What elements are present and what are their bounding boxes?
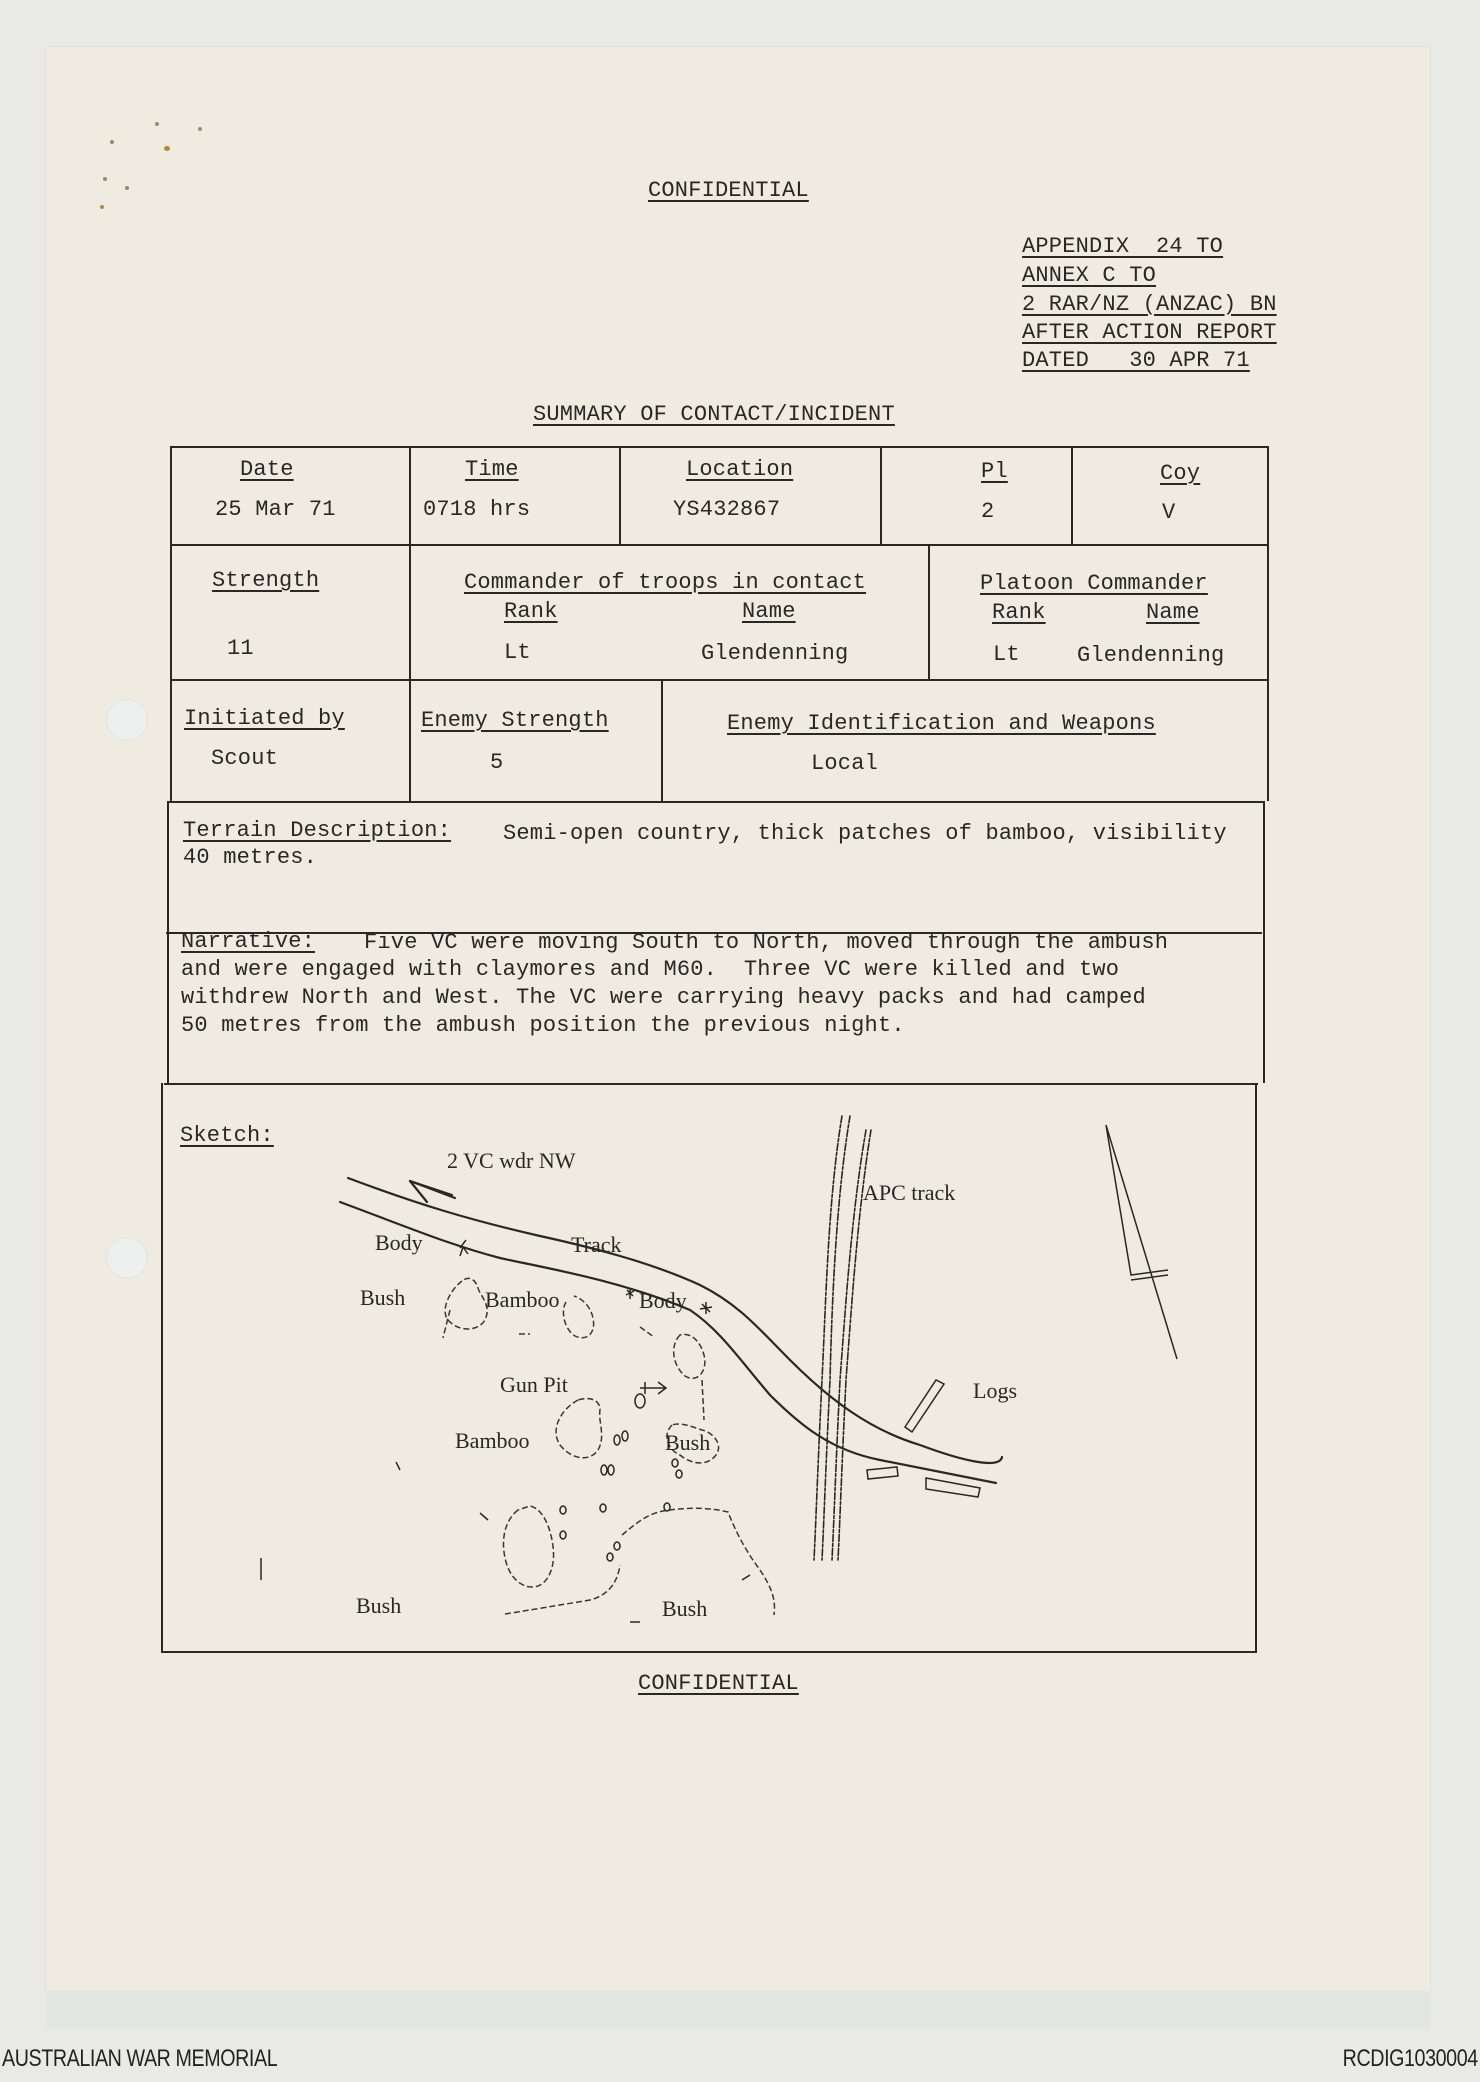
form-title: SUMMARY OF CONTACT/INCIDENT [533,402,895,427]
enemy-strength-label: Enemy Strength [421,708,609,733]
sketch-label-body-1: Body [375,1230,423,1255]
reference-line-1: APPENDIX 24 TO [1022,234,1224,259]
commander-contact-label: Commander of troops in contact [464,570,867,595]
footer-record-id: RCDIG1030004 [1342,2045,1478,2072]
enemy-identification-value: Local [811,751,879,776]
apc-track-line-2 [822,1116,850,1560]
strength-value: 11 [227,636,254,661]
bamboo-outline [563,1296,593,1338]
sketch-label-apc-track: APC track [863,1180,956,1205]
time-label: Time [465,457,519,482]
bush-outline [445,1278,487,1329]
location-value: YS432867 [673,497,781,522]
narrative-line-1: Five VC were moving South to North, moved through the ambush [364,930,1169,955]
date-value: 25 Mar 71 [215,497,336,522]
narrative-line-2: and were engaged with claymores and M60. Three VC were killed and two [181,957,1120,982]
log [867,1467,898,1479]
sketch-label-logs: Logs [973,1378,1017,1403]
time-value: 0718 hrs [423,497,531,522]
sketch-label-bush-3: Bush [356,1593,402,1618]
sketch-label-bush-1: Bush [360,1285,406,1310]
platoon-commander-rank-label: Rank [992,600,1046,625]
initiated-by-value: Scout [211,746,279,771]
narrative-label: Narrative: [181,929,316,954]
classification-bottom: CONFIDENTIAL [638,1671,799,1696]
commander-contact-name: Glendenning [701,641,849,666]
terrain-line-1: Semi-open country, thick patches of bamboo, visibility [503,821,1227,846]
narrative-line-3: withdrew North and West. The VC were carrying heavy packs and had camped [181,985,1146,1010]
sketch-label-bamboo-1: Bamboo [485,1287,560,1312]
reference-line-4: AFTER ACTION REPORT [1022,320,1277,345]
footer-institution: AUSTRALIAN WAR MEMORIAL [2,2045,278,2072]
pl-value: 2 [981,499,995,524]
track-line-north [348,1178,1002,1463]
sketch-label-track: Track [571,1232,622,1257]
bush-outline [674,1334,705,1378]
sketch-label-bamboo-2: Bamboo [455,1428,530,1453]
reference-line-3: 2 RAR/NZ (ANZAC) BN [1022,292,1277,317]
platoon-commander-name-label: Name [1146,600,1200,625]
terrain-label: Terrain Description: [183,818,452,843]
terrain-line-2: 40 metres. [183,845,318,870]
classification-top: CONFIDENTIAL [648,178,809,203]
sketch-label-body-2: Body [639,1288,687,1313]
body-marker-icon [700,1302,712,1314]
date-label: Date [240,457,294,482]
commander-contact-name-label: Name [742,599,796,624]
bamboo-outline [556,1398,602,1457]
sketch-label-bush-2: Bush [665,1430,711,1455]
sketch-label-withdrawal: 2 VC wdr NW [447,1148,576,1173]
location-label: Location [686,457,794,482]
sketch-label: Sketch: [180,1123,274,1148]
pl-label: Pl [981,459,1008,484]
sketch-label-gun-pit: Gun Pit [500,1372,568,1397]
enemy-identification-label: Enemy Identification and Weapons [727,711,1156,736]
coy-value: V [1162,500,1176,525]
reference-line-5: DATED 30 APR 71 [1022,348,1250,373]
strength-label: Strength [212,568,320,593]
sketch-label-bush-4: Bush [662,1596,708,1621]
log [905,1380,944,1432]
platoon-commander-rank: Lt [993,642,1020,667]
enemy-strength-value: 5 [490,750,504,775]
bush-outline [503,1506,553,1587]
coy-label: Coy [1160,461,1201,486]
platoon-commander-name: Glendenning [1077,643,1225,668]
north-arrow-icon [1106,1125,1177,1359]
apc-track-line-1 [814,1116,842,1560]
commander-contact-rank: Lt [504,640,531,665]
log [926,1478,980,1497]
bush-outline [505,1565,620,1614]
narrative-line-4: 50 metres from the ambush position the previous night. [181,1013,905,1038]
gun-pit-marker [635,1394,645,1408]
commander-contact-rank-label: Rank [504,599,558,624]
initiated-by-label: Initiated by [184,706,345,731]
gun-pit-arrow [640,1382,666,1394]
reference-line-2: ANNEX C TO [1022,263,1157,288]
platoon-commander-label: Platoon Commander [980,571,1208,596]
